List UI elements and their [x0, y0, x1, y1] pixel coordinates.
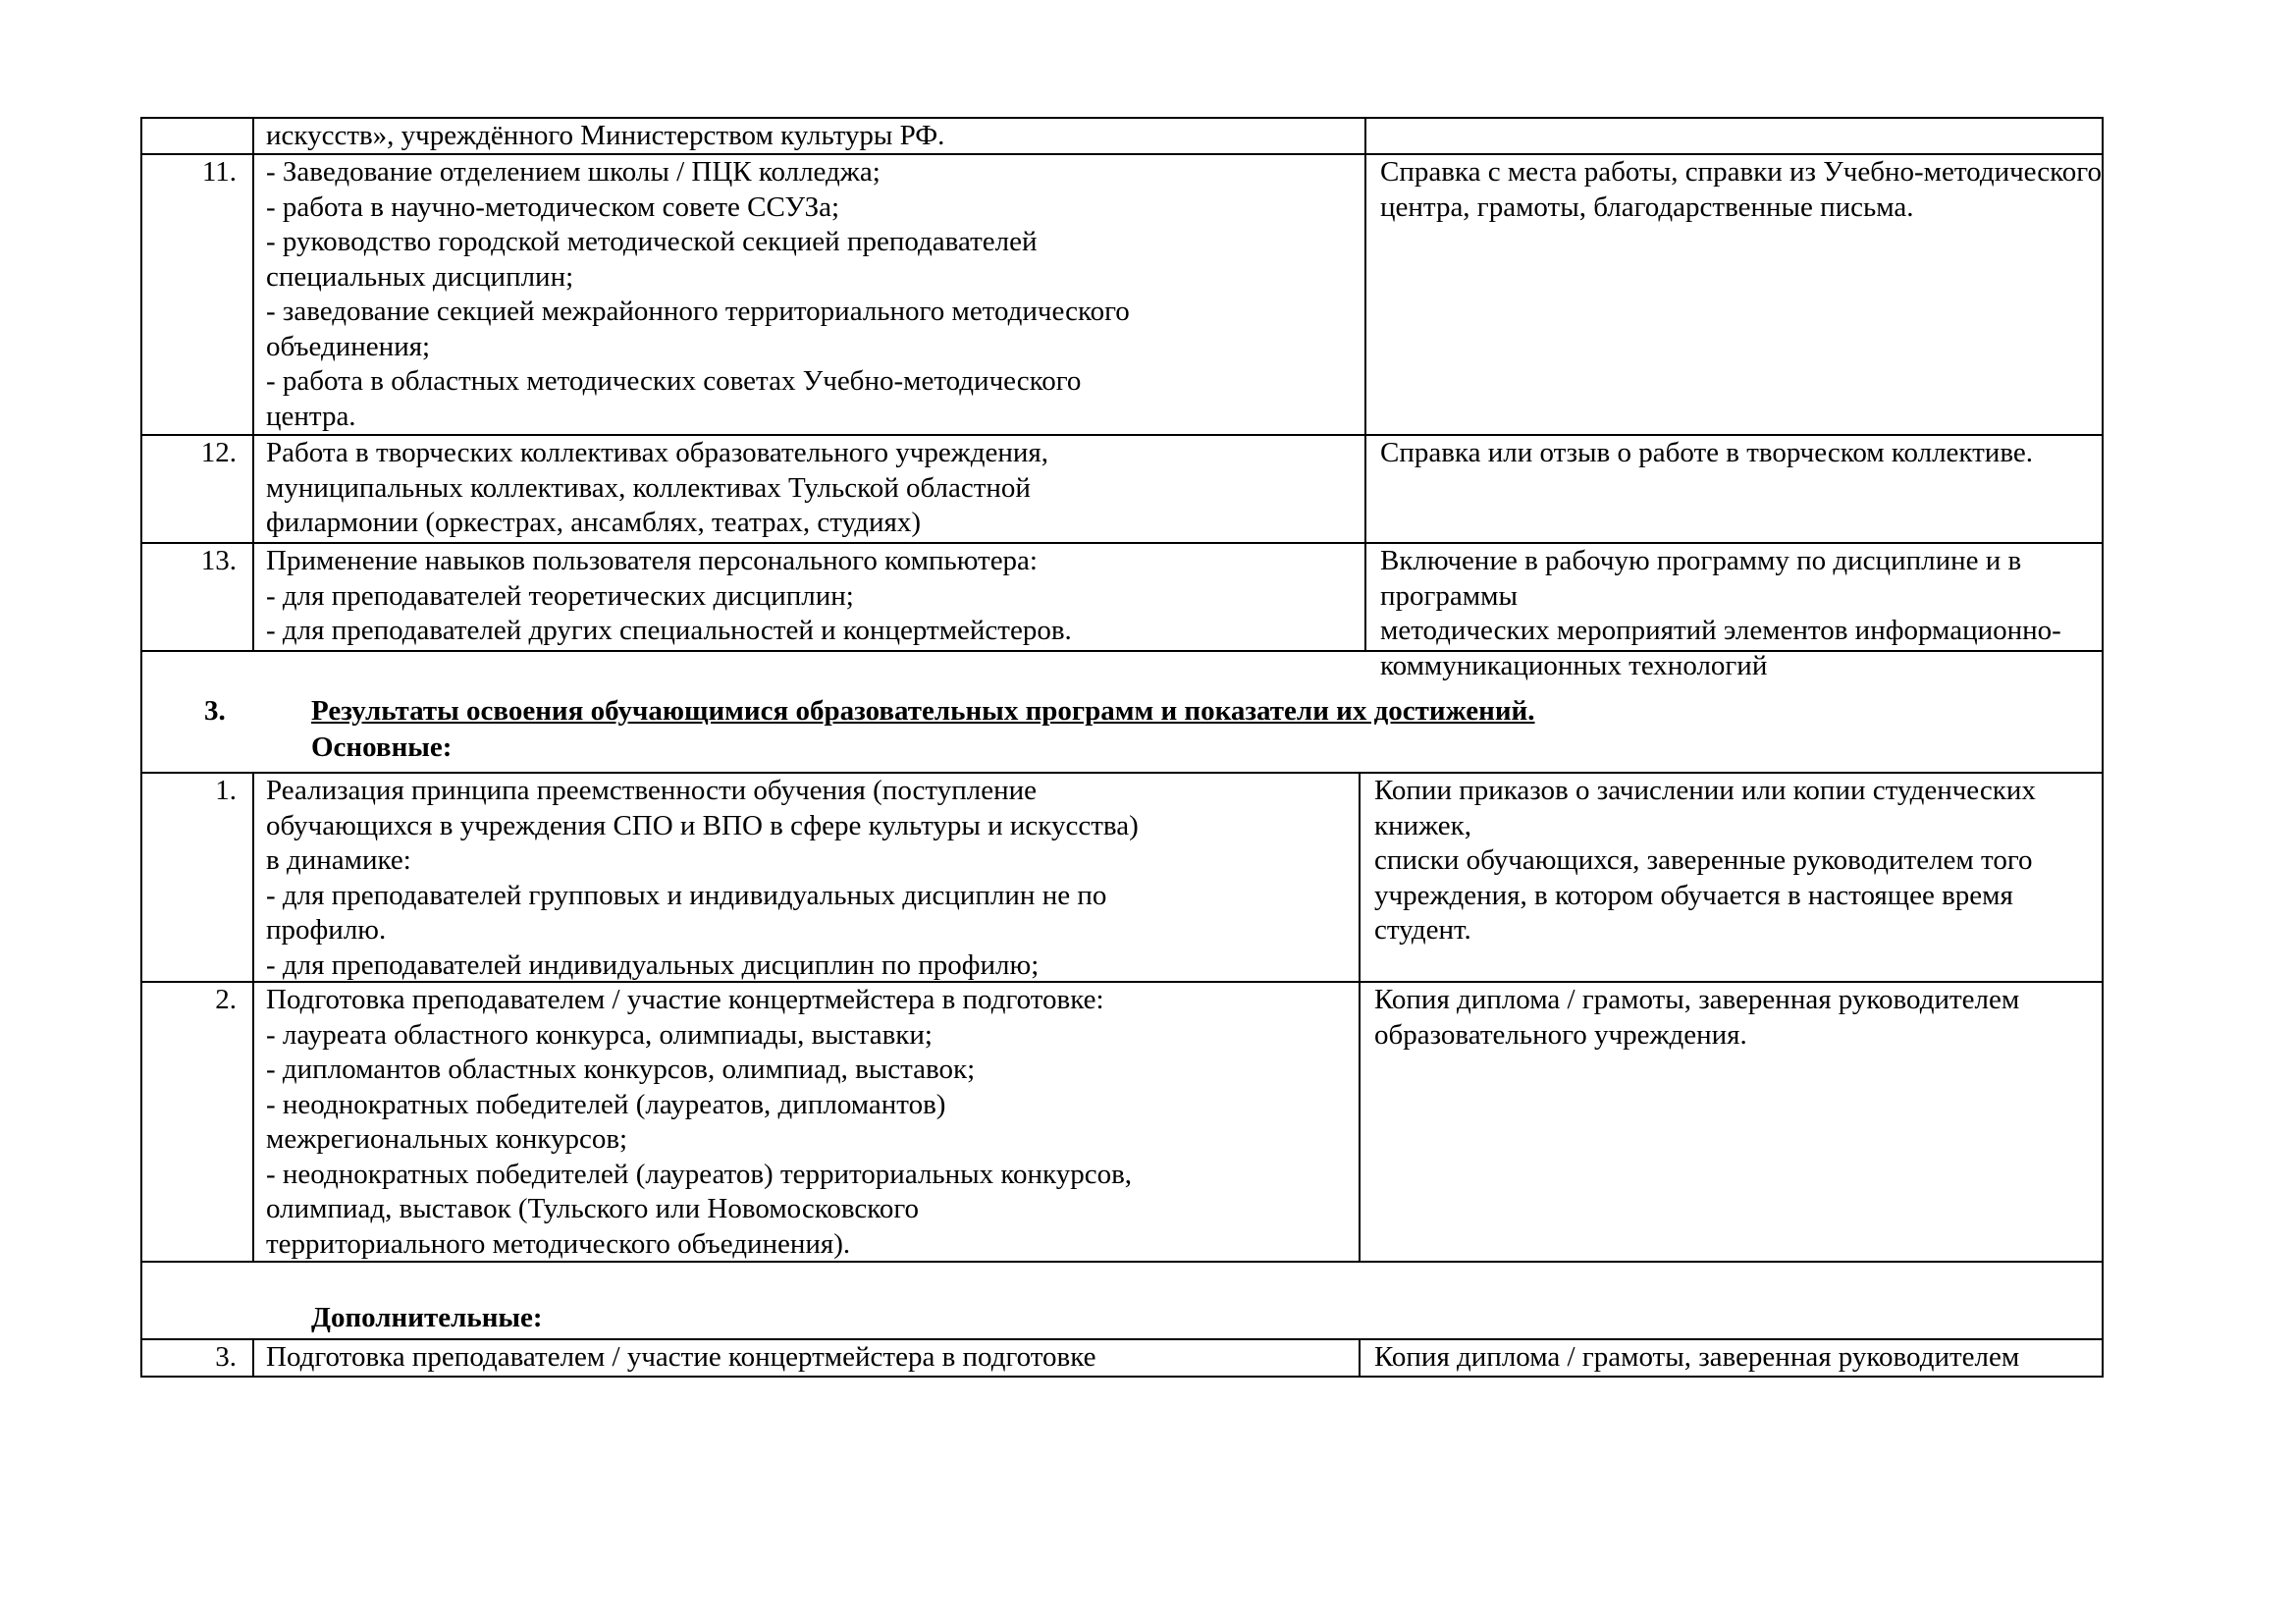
row-number: 12.: [142, 436, 254, 542]
row-description: - Заведование отделением школы / ПЦК колледжа; - работа в научно-методическом совете ССУЗа; - руководство городской методической секцией преподавателей специальных дисциплин; - заведование секцией межрайонного территориального методического объединения; - работа в областных методических советах Учебно-методического центра.: [254, 155, 1366, 434]
row-description: Применение навыков пользователя персонального компьютера: - для преподавателей теоретических дисциплин; - для преподавателей других специальностей и концертмейстеров.: [254, 544, 1366, 650]
row-documents: Справка с места работы, справки из Учебно-методического центра, грамоты, благодарственные письма.: [1380, 156, 2102, 223]
section-header: [142, 1263, 2102, 1340]
row-documents: Копии приказов о зачислении или копии студенческих книжек, списки обучающихся, заверенные руководителем того учреждения, в котором обучается в настоящее время студент.: [1374, 775, 2036, 946]
section-subtitle: Основные:: [311, 731, 453, 763]
row-description: Работа в творческих коллективах образовательного учреждения, муниципальных коллективах, коллективах Тульской областной филармонии (оркестрах, ансамблях, театрах, студиях): [254, 436, 1366, 542]
row-description: Реализация принципа преемственности обучения (поступление обучающихся в учреждения СПО и ВПО в сфере культуры и искусства) в динамике: - для преподавателей групповых и индивидуальных дисциплин не по профилю. - для преподавателей индивидуальных дисциплин по профилю;: [254, 774, 1361, 981]
row-description: искусств», учреждённого Министерством культуры РФ.: [254, 119, 1366, 153]
row-number: 1.: [142, 774, 254, 981]
section-title: Результаты освоения обучающимися образовательных программ и показатели их достижений.: [311, 695, 1535, 727]
row-number: 2.: [142, 983, 254, 1261]
table-row: [142, 544, 2102, 681]
table-row: [142, 436, 2102, 544]
row-documents: Копия диплома / грамоты, заверенная руководителем: [1374, 1341, 2020, 1373]
row-description: Подготовка преподавателем / участие концертмейстера в подготовке: - лауреата областного конкурса, олимпиады, выставки; - дипломантов областных конкурсов, олимпиад, выставок; - неоднократных победителей (лауреатов, дипломантов) межрегиональных конкурсов; - неоднократных победителей (лауреатов) территориальных конкурсов, олимпиад, выставок (Тульского или Новомосковского территориального методического объединения).: [254, 983, 1361, 1261]
table-row: [142, 774, 2102, 983]
section-header: [142, 652, 2102, 774]
table-row: [142, 155, 2102, 436]
row-documents: [1366, 119, 2102, 153]
row-documents: Копия диплома / грамоты, заверенная руководителем образовательного учреждения.: [1374, 984, 2020, 1051]
section-subtitle: Дополнительные:: [311, 1302, 543, 1333]
requirements-table: [140, 117, 2104, 1378]
row-documents: Справка или отзыв о работе в творческом коллективе.: [1380, 437, 2033, 468]
row-number: 13.: [142, 544, 254, 650]
table-row: [142, 119, 2102, 155]
section-number: 3.: [204, 695, 226, 727]
row-number: [142, 119, 254, 153]
row-number: 11.: [142, 155, 254, 434]
row-description: Подготовка преподавателем / участие концертмейстера в подготовке: [254, 1340, 1361, 1376]
row-documents: Включение в рабочую программу по дисциплине и в программы методических мероприятий элементов информационно- коммуникационных технологий: [1380, 545, 2061, 681]
table-row: [142, 983, 2102, 1263]
table-row: [142, 1340, 2102, 1376]
row-number: 3.: [142, 1340, 254, 1376]
